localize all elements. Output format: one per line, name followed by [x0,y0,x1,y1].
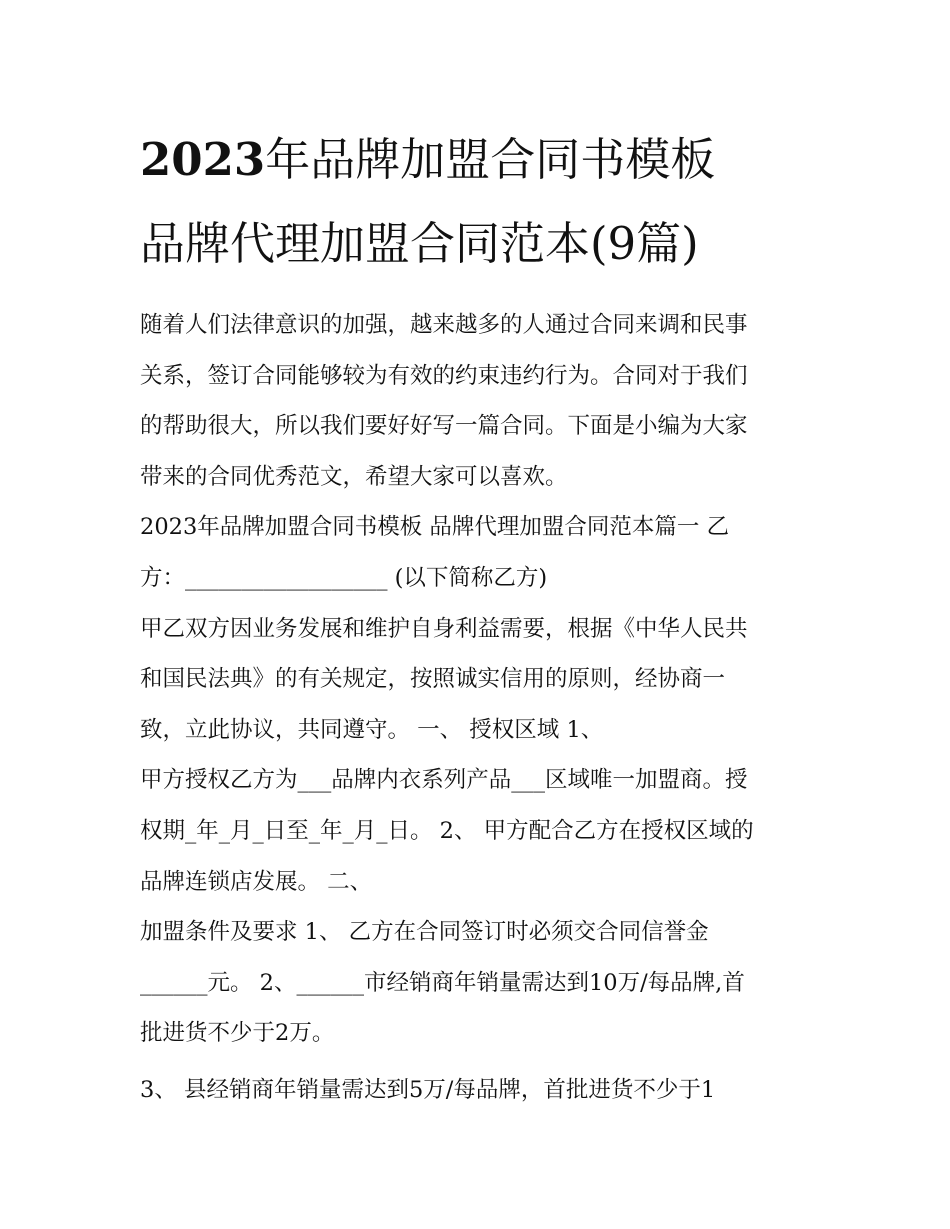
body-line: 2023年品牌加盟合同书模板 品牌代理加盟合同范本篇一 乙 [140,514,730,541]
body-line: 和国民法典》的有关规定，按照诚实信用的原则，经协商一 [140,666,726,693]
document-title [140,118,820,286]
body-line: 批进货不少于2万。 [140,1020,335,1047]
title-line-1 [140,118,820,202]
body-line: 3、 县经销商年销量需达到5万/每品牌，首批进货不少于1 [140,1076,716,1103]
document-page [140,118,820,1116]
body-line: 带来的合同优秀范文，希望大家可以喜欢。 [140,463,568,490]
title-year: 2023 [140,133,266,186]
body-line: 甲乙双方因业务发展和维护自身利益需要，根据《中华人民共 [140,615,748,642]
document-body [140,300,820,1116]
body-line: 的帮助很大，所以我们要好好写一篇合同。下面是小编为大家 [140,413,748,440]
title-line-2: 品牌代理加盟合同范本(9篇) [140,217,699,270]
body-line: 关系，签订合同能够较为有效的约束违约行为。合同对于我们 [140,362,748,389]
body-line: 加盟条件及要求 1、 乙方在合同签订时必须交合同信誉金 [140,919,709,946]
body-line: 品牌连锁店发展。 二、 [140,868,373,895]
body-line: 致，立此协议，共同遵守。 一、 授权区域 1、 [140,716,604,743]
body-line: 甲方授权乙方为___品牌内衣系列产品___区域唯一加盟商。授 [140,767,748,794]
body-line: 随着人们法律意识的加强，越来越多的人通过合同来调和民事 [140,312,748,338]
body-line: 方：__________________ (以下简称乙方) [140,564,548,591]
title-line-1-text: 年品牌加盟合同书模板 [265,133,716,186]
body-line: ______元。 2、______市经销商年销量需达到10万/每品牌,首 [140,969,745,996]
body-line: 权期_年_月_日至_年_月_日。 2、 甲方配合乙方在授权区域的 [140,817,754,844]
